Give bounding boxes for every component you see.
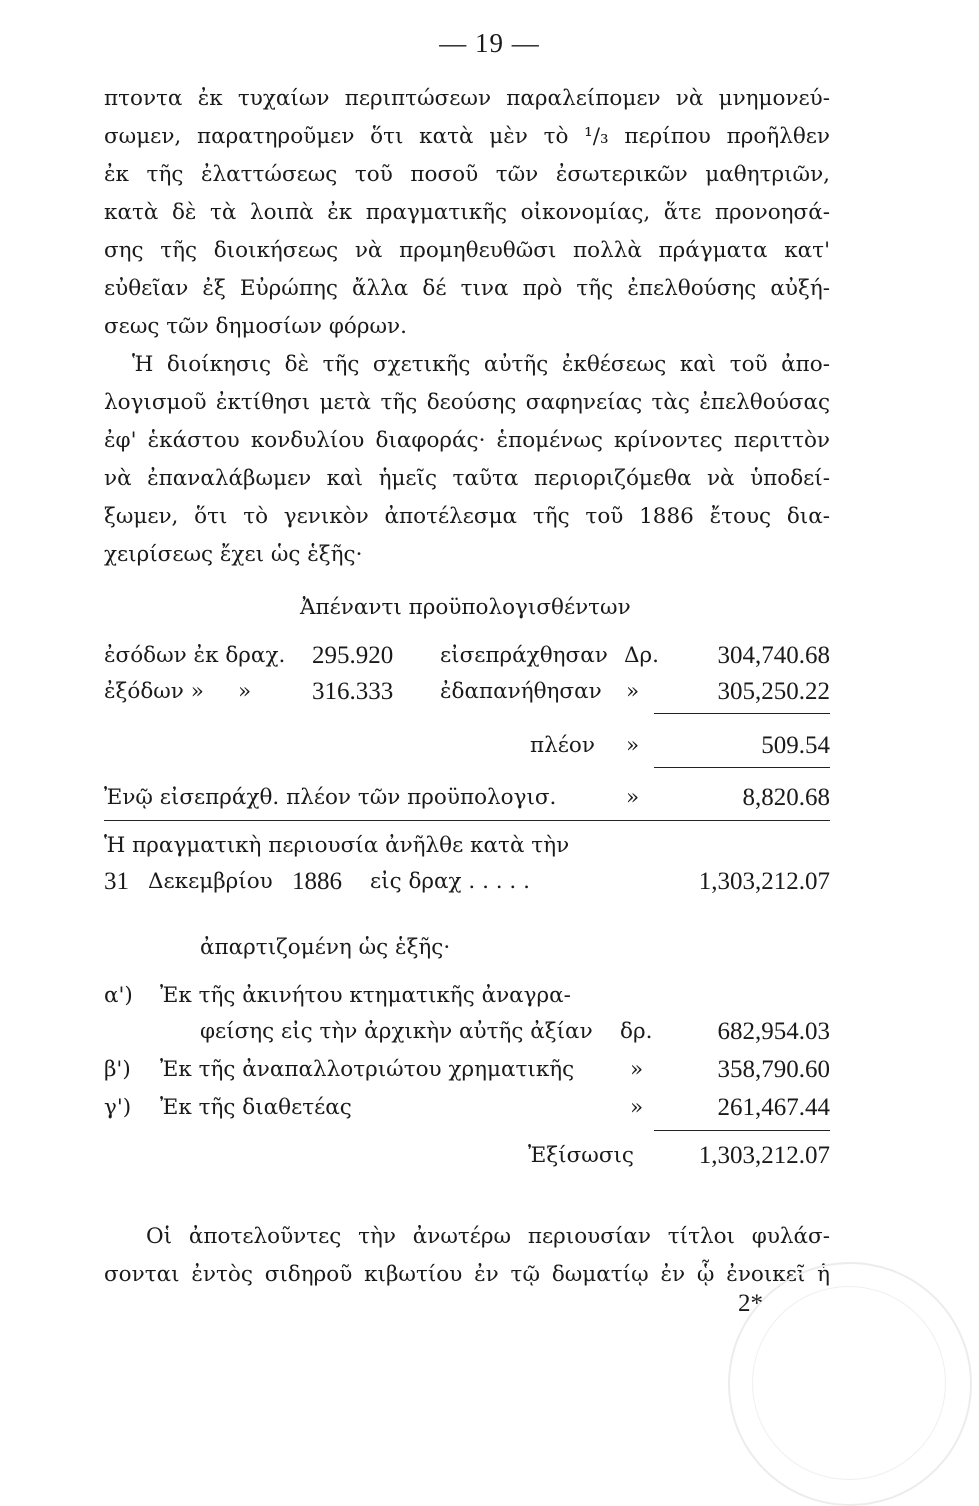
- paragraph-line: λογισμοῦ ἐκτίθησι μετὰ τῆς δεούσης σαφηνείας τὰς ἐπελθούσας: [104, 390, 830, 415]
- item-text: Ἐκ τῆς διαθετέας: [160, 1095, 352, 1120]
- collected-label: Ἐνῷ εἰσεπράχθ. πλέον τῶν προϋπολογισ.: [104, 785, 557, 810]
- sum-rule: [654, 1130, 830, 1131]
- paragraph-line: Οἱ ἀποτελοῦντες τὴν ἀνωτέρω περιουσίαν τίτλοι φυλάσ-: [146, 1224, 830, 1249]
- item-letter: γ'): [104, 1095, 132, 1120]
- paragraph-line: νὰ ἐπαναλάβωμεν καὶ ἡμεῖς ταῦτα περιοριζόμεθα νὰ ὑποδεί-: [104, 466, 830, 491]
- property-line: Ἡ πραγματικὴ περιουσία ἀνῆλθε κατὰ τὴν: [104, 833, 570, 858]
- collected-ditto: »: [626, 785, 640, 810]
- paragraph-line: σωμεν, παρατηροῦμεν ὅτι κατὰ μὲν τὸ ¹/₃ περίπου προῆλθεν: [104, 124, 830, 149]
- income-amount: 304,740.68: [717, 642, 830, 669]
- sum-rule: [654, 713, 830, 714]
- income-label: ἐσόδων ἐκ δραχ.: [104, 643, 286, 668]
- property-year: 1886: [292, 868, 342, 895]
- paragraph-line: σεως τῶν δημοσίων φόρων.: [104, 314, 407, 339]
- item-currency: »: [630, 1057, 644, 1082]
- item-currency: δρ.: [620, 1019, 653, 1044]
- item-amount: 261,467.44: [717, 1094, 830, 1121]
- paragraph-line: ἐφ' ἑκάστου κονδυλίου διαφοράς· ἑπομένως κρίνοντες περιττὸν: [104, 428, 830, 453]
- sum-rule: [654, 767, 830, 768]
- item-text: Ἐκ τῆς ἀκινήτου κτηματικῆς ἀναγρα-: [160, 983, 571, 1008]
- paragraph-line: κατὰ δὲ τὰ λοιπὰ ἐκ πραγματικῆς οἰκονομίας, ἅτε προνοησά-: [104, 200, 830, 225]
- library-seal-stamp: [728, 1262, 972, 1506]
- income-currency: Δρ.: [624, 643, 660, 668]
- section-rule: [104, 820, 830, 821]
- income-action: εἰσεπράχθησαν: [440, 643, 608, 668]
- budget-heading: Ἀπέναντι προϋπολογισθέντων: [300, 595, 631, 620]
- expense-currency: »: [626, 679, 640, 704]
- equation-label: Ἐξίσωσις: [528, 1143, 634, 1168]
- page-number: — 19 —: [439, 28, 540, 58]
- collected-amount: 8,820.68: [742, 784, 830, 811]
- paragraph-line: σονται ἐντὸς σιδηροῦ κιβωτίου ἐν τῷ δωματίῳ ἐν ᾧ ἐνοικεῖ ἡ: [104, 1262, 830, 1287]
- surplus-amount: 509.54: [761, 732, 830, 759]
- item-amount: 682,954.03: [717, 1018, 830, 1045]
- item-amount: 358,790.60: [717, 1056, 830, 1083]
- paragraph-line: ἐκ τῆς ἐλαττώσεως τοῦ ποσοῦ τῶν ἐσωτερικῶν μαθητριῶν,: [104, 162, 830, 187]
- property-tail: εἰς δραχ . . . . .: [370, 869, 530, 894]
- item-letter: α'): [104, 983, 133, 1008]
- paragraph-line: χειρίσεως ἔχει ὡς ἑξῆς·: [104, 542, 363, 567]
- property-month: Δεκεμβρίου: [148, 869, 273, 894]
- income-budget: 295.920: [312, 642, 394, 669]
- breakdown-heading: ἀπαρτιζομένη ὡς ἑξῆς·: [200, 935, 451, 960]
- signature-mark: 2*: [738, 1290, 763, 1317]
- expense-action: ἐδαπανήθησαν: [440, 679, 602, 704]
- item-letter: β'): [104, 1057, 131, 1082]
- item-currency: »: [630, 1095, 644, 1120]
- expense-label: ἐξόδων »: [104, 679, 204, 704]
- paragraph-line: Ἡ διοίκησις δὲ τῆς σχετικῆς αὐτῆς ἐκθέσεως καὶ τοῦ ἀπο-: [132, 352, 830, 377]
- expense-amount: 305,250.22: [717, 678, 830, 705]
- paragraph-line: ξωμεν, ὅτι τὸ γενικὸν ἀποτέλεσμα τῆς τοῦ 1886 ἔτους δια-: [104, 504, 830, 529]
- surplus-label: πλέον: [530, 733, 595, 758]
- paragraph-line: σης τῆς διοικήσεως νὰ προμηθευθῶσι πολλὰ πράγματα κατ': [104, 238, 830, 263]
- expense-budget: 316.333: [312, 678, 394, 705]
- paragraph-line: εὐθεῖαν ἐξ Εὐρώπης ἄλλα δέ τινα πρὸ τῆς ἐπελθούσης αὐξή-: [104, 276, 830, 301]
- paragraph-line: πτοντα ἐκ τυχαίων περιπτώσεων παραλείπομεν νὰ μνημονεύ-: [104, 86, 830, 111]
- item-text-cont: φείσης εἰς τὴν ἀρχικὴν αὐτῆς ἀξίαν: [200, 1019, 593, 1044]
- property-total: 1,303,212.07: [698, 868, 830, 895]
- property-date: 31: [104, 868, 129, 895]
- surplus-ditto: »: [626, 733, 640, 758]
- expense-ditto: »: [238, 679, 252, 704]
- item-text: Ἐκ τῆς ἀναπαλλοτριώτου χρηματικῆς: [160, 1057, 575, 1082]
- equation-amount: 1,303,212.07: [698, 1142, 830, 1169]
